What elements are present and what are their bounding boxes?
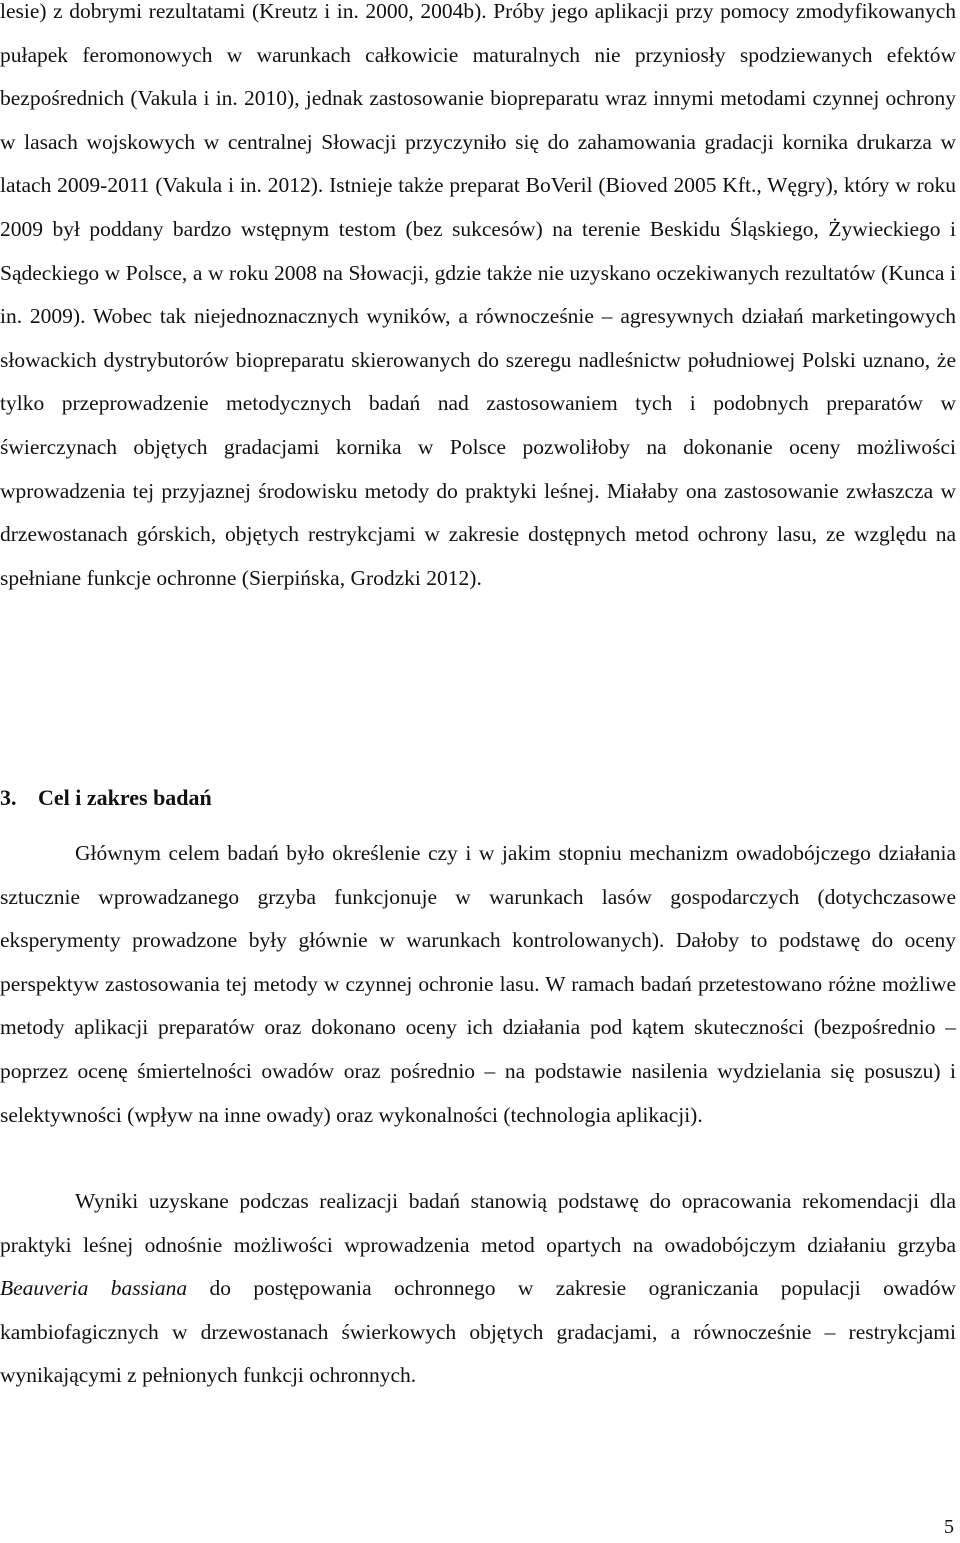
paragraph-2: Głównym celem badań było określenie czy i w jakim stopniu mechanizm owadobójczego działania sztucznie wprowadzanego grzyba funkcjonuje w warunkach lasów gospodarczych (dotychczasowe eksperymenty prowadzone były głównie w warunkach kontrolowanych). Dałoby to podstawę do oceny perspektyw zastosowania tej metody w czynnej ochronie lasu. W ramach badań przetestowano różne możliwe metody aplikacji preparatów oraz dokonano oceny ich działania pod kątem skuteczności (bezpośrednio – poprzez ocenę śmiertelności owadów oraz pośrednio – na podstawie nasilenia wydzielania się posuszu) i selektywności (wpływ na inne owady) oraz wykonalności (technologia aplikacji).: [0, 841, 956, 1127]
paragraph-1: lesie) z dobrymi rezultatami (Kreutz i in. 2000, 2004b). Próby jego aplikacji przy pomocy zmodyfikowanych pułapek feromonowych w warunkach całkowicie maturalnych nie przyniosły spodziewanych efektów bezpośrednich (Vakula i in. 2010), jednak zastosowanie biopreparatu wraz innymi metodami czynnej ochrony w lasach wojskowych w centralnej Słowacji przyczyniło się do zahamowania gradacji kornika drukarza w latach 2009-2011 (Vakula i in. 2012). Istnieje także preparat BoVeril (Bioved 2005 Kft., Węgry), który w roku 2009 był poddany bardzo wstępnym testom (bez sukcesów) na terenie Beskidu Śląskiego, Żywieckiego i Sądeckiego w Polsce, a w roku 2008 na Słowacji, gdzie także nie uzyskano oczekiwanych rezultatów (Kunca i in. 2009). Wobec tak niejednoznacznych wyników, a równocześnie – agresywnych działań marketingowych słowackich dystrybutorów biopreparatu skierowanych do szeregu nadleśnictw południowej Polski uznano, że tylko przeprowadzenie metodycznych badań nad zastosowaniem tych i podobnych preparatów w świerczynach objętych gradacjami kornika w Polsce pozwoliłoby na dokonanie oceny możliwości wprowadzenia tej przyjaznej środowisku metody do praktyki leśnej. Miałaby ona zastosowanie zwłaszcza w drzewostanach górskich, objętych restrykcjami w zakresie dostępnych metod ochrony lasu, ze względu na spełniane funkcje ochronne (Sierpińska, Grodzki 2012).: [0, 0, 956, 590]
paragraph-3-text-end: do postępowania ochronnego w zakresie ograniczania populacji owadów kambiofagicznych w drzewostanach świerkowych objętych gradacjami, a równocześnie – restrykcjami wynikającymi z pełnionych funkcji ochronnych.: [0, 1276, 956, 1388]
section-title: Cel i zakres badań: [38, 785, 212, 810]
section-heading: [0, 776, 212, 820]
section-number: 3.: [0, 785, 17, 810]
paragraph-3-text-start: Wyniki uzyskane podczas realizacji badań stanowią podstawę do opracowania rekomendacji dla praktyki leśnej odnośnie możliwości wprowadzenia metod opartych na owadobójczym działaniu grzyba: [0, 1189, 956, 1257]
page-number: 5: [944, 1516, 954, 1538]
species-name: Beauveria bassiana: [0, 1276, 188, 1301]
paragraph-3: [0, 1180, 956, 1398]
